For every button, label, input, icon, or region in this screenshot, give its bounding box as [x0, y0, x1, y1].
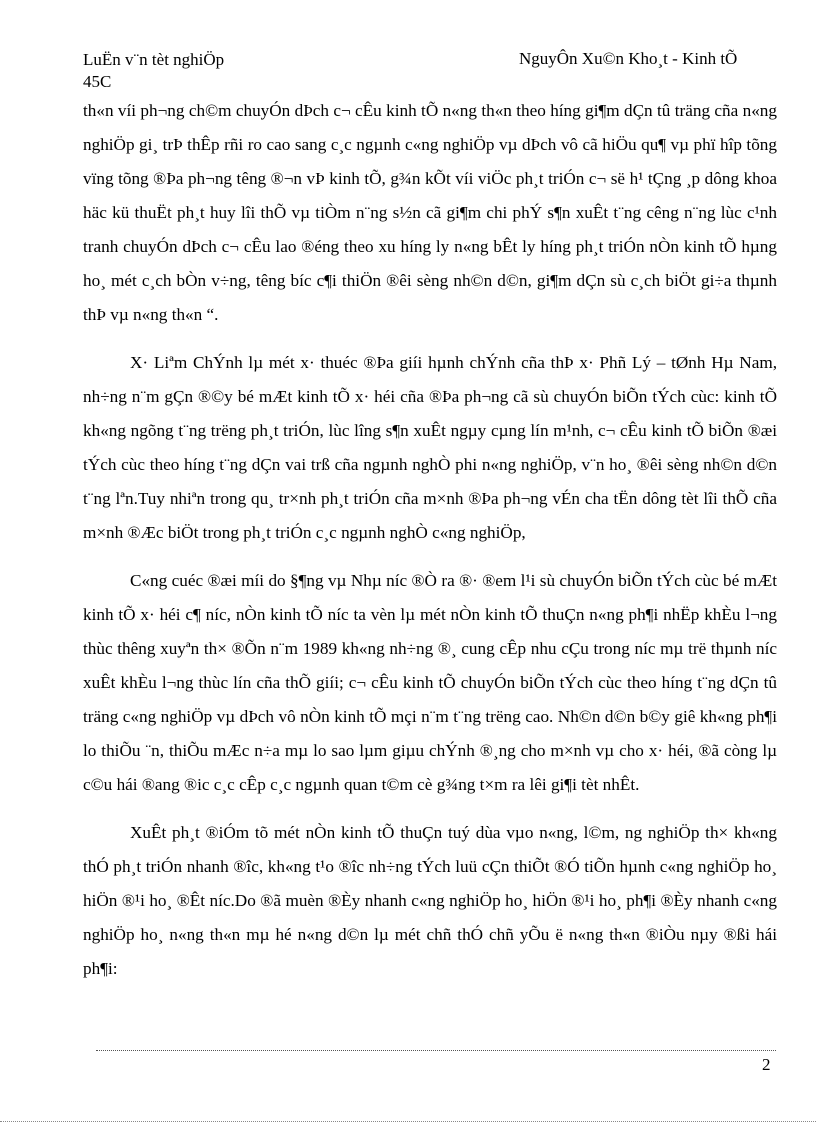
running-header-left	[83, 49, 224, 93]
thesis-label: LuËn v¨n tèt nghiÖp	[83, 50, 225, 69]
page-number: 2	[762, 1055, 771, 1074]
author-header: NguyÔn Xu©n Kho¸t - Kinh tÕ	[519, 49, 738, 68]
paragraph: X· Liªm ChÝnh lµ mét x· thuéc ®Þa giíi hµnh chÝnh cña thÞ x· Phñ Lý – tØnh Hµ Nam, nh÷ng n¨m gÇn ®©y bé mÆt kinh tÕ x· héi cña ®Þa ph¬ng cã sù chuyÓn biÕn tÝch cùc: kinh tÕ kh«ng ngõng t¨ng trëng ph¸t triÓn, lùc lîng s¶n xuÊt ngµy cµng lín m¹nh, c¬ cÊu kinh tÕ biÕn ®æi tÝch cùc theo híng t¨ng dÇn vai trß cña ngµnh nghÒ phi n«ng nghiÖp, v¨n ho¸ ®êi sèng nh©n d©n t¨ng lªn.Tuy nhiªn trong qu¸ tr×nh ph¸t triÓn cña m×nh ®Þa ph¬ng vÉn cha tËn dông tèt lîi thÕ cña m×nh ®Æc biÖt trong ph¸t triÓn c¸c ngµnh nghÒ c«ng nghiÖp,	[83, 353, 777, 542]
paragraph-continued: th«n víi ph¬ng ch©m chuyÓn dÞch c¬ cÊu kinh tÕ n«ng th«n theo híng gi¶m dÇn tû träng cña n«ng nghiÖp gi¸ trÞ thÊp rñi ro cao sang c¸c ngµnh c«ng nghiÖp vµ dÞch vô cã hiÖu qu¶ vµ phï hîp tõng vïng tõng ®Þa ph¬ng têng ®¬n vÞ kinh tÕ, g¾n kÕt víi viÖc ph¸t triÓn c¬ së h¹ tÇng ¸p dông khoa häc kü thuËt ph¸t huy lîi thÕ vµ tiÒm n¨ng s½n cã gi¶m chi phÝ s¶n xuÊt t¨ng cêng n¨ng lùc c¹nh tranh chuyÓn dÞch c¬ cÊu lao ®éng theo xu híng ly n«ng bÊt ly híng ph¸t triÓn nÒn kinh tÕ hµng ho¸ mét c¸ch bÒn v÷ng, têng bíc c¶i thiÖn ®êi sèng nh©n d©n, gi¶m dÇn sù c¸ch biÖt gi÷a thµnh thÞ vµ n«ng th«n “.	[83, 101, 777, 324]
page-edge-divider	[0, 1121, 816, 1122]
paragraph: C«ng cuéc ®æi míi do §¶ng vµ Nhµ níc ®Ò ra ®· ®em l¹i sù chuyÓn biÕn tÝch cùc bé mÆt kinh tÕ x· héi c¶ níc, nÒn kinh tÕ níc ta vèn lµ mét nÒn kinh tÕ thuÇn n«ng ph¶i nhËp khÈu l¬ng thùc thêng xuyªn th× ®Õn n¨m 1989 kh«ng nh÷ng ®¸ cung cÊp nhu cÇu trong níc mµ trë thµnh níc xuÊt khÈu l¬ng thùc lín cña thÕ giíi; c¬ cÊu kinh tÕ chuyÓn biÕn tÝch cùc theo híng t¨ng dÇn tû träng c«ng nghiÖp vµ dÞch vô nÒn kinh tÕ mçi n¨m t¨ng trëng cao. Nh©n d©n b©y giê kh«ng ph¶i lo thiÕu ¨n, thiÕu mÆc n÷a mµ lo sao lµm giµu chÝnh ®¸ng cho m×nh vµ cho x· héi, ®ã còng lµ c©u hái ®ang ®ic c¸c cÊp c¸c ngµnh quan t©m cè g¾ng t×m ra lêi gi¶i tèt nhÊt.	[83, 571, 777, 794]
paragraph: XuÊt ph¸t ®iÓm tõ mét nÒn kinh tÕ thuÇn tuý dùa vµo n«ng, l©m, ng nghiÖp th× kh«ng thÓ ph¸t triÓn nhanh ®îc, kh«ng t¹o ®îc nh÷ng tÝch luü cÇn thiÕt ®Ó tiÕn hµnh c«ng nghiÖp ho¸ hiÖn ®¹i ho¸ ®Êt níc.Do ®ã muèn ®Èy nhanh c«ng nghiÖp ho¸ hiÖn ®¹i ho¸ ph¶i ®Èy nhanh c«ng nghiÖp ho¸ n«ng th«n mµ hé n«ng d©n lµ mét chñ thÓ chñ yÕu ë n«ng th«n ®iÒu nµy ®ßi hái ph¶i:	[83, 823, 777, 978]
class-label: 45C	[83, 72, 112, 91]
page-body	[83, 94, 777, 986]
footer-divider	[96, 1050, 776, 1051]
